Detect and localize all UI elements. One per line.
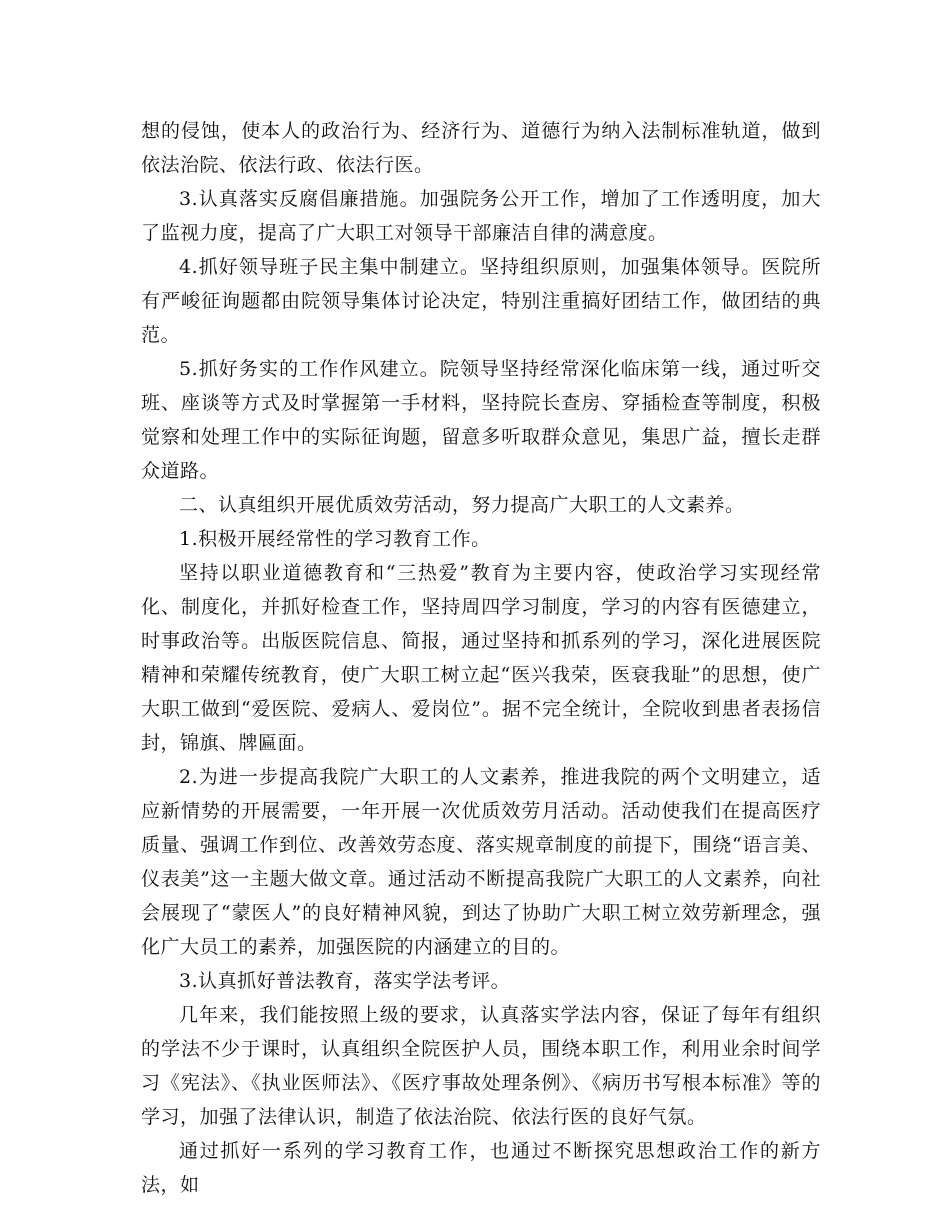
paragraph-subitem-3: 3.认真抓好普法教育，落实学法考评。 bbox=[179, 970, 511, 992]
paragraph-body-final: 通过抓好一系列的学习教育工作，也通过不断探究思想政治工作的新方法，如 bbox=[141, 1140, 821, 1196]
paragraph-body-1: 坚持以职业道德教育和“三热爱”教育为主要内容，使政治学习实现经常化、制度化，并抓好检查工作，坚持周四学习制度，学习的内容有医德建立，时事政治等。出版医院信息、简报，通过坚持和抓系列的学习，深化进展医院精神和荣耀传统教育，使广大职工树立起“医兴我荣，医衰我耻”的思想，使广大职工做到“爱医院、爱病人、爱岗位”。据不完全统计，全院收到患者表扬信封，锦旗、牌匾面。 bbox=[141, 562, 821, 754]
body-text bbox=[141, 114, 821, 1202]
section-heading-2: 二、认真组织开展优质效劳活动，努力提高广大职工的人文素养。 bbox=[179, 494, 745, 516]
paragraph-item-5: 5.抓好务实的工作作风建立。院领导坚持经常深化临床第一线，通过听交班、座谈等方式及时掌握第一手材料，坚持院长查房、穿插检查等制度，积极觉察和处理工作中的实际征询题，留意多听取群众意见，集思广益，擅长走群众道路。 bbox=[141, 358, 821, 482]
paragraph-subitem-2: 2.为进一步提高我院广大职工的人文素养，推进我院的两个文明建立，适应新情势的开展需要，一年开展一次优质效劳月活动。活动使我们在提高医疗质量、强调工作到位、改善效劳态度、落实规章制度的前提下，围绕“语言美、仪表美”这一主题大做文章。通过活动不断提高我院广大职工的人文素养，向社会展现了“蒙医人”的良好精神风貌，到达了协助广大职工树立效劳新理念，强化广大员工的素养，加强医院的内涵建立的目的。 bbox=[141, 766, 821, 958]
paragraph-item-4: 4.抓好领导班子民主集中制建立。坚持组织原则，加强集体领导。医院所有严峻征询题都由院领导集体讨论决定，特别注重搞好团结工作，做团结的典范。 bbox=[141, 256, 821, 346]
paragraph-continuation: 想的侵蚀，使本人的政治行为、经济行为、道德行为纳入法制标准轨道，做到依法治院、依法行政、依法行医。 bbox=[141, 120, 821, 176]
paragraph-item-3: 3.认真落实反腐倡廉措施。加强院务公开工作，增加了工作透明度，加大了监视力度，提高了广大职工对领导干部廉洁自律的满意度。 bbox=[141, 188, 821, 244]
paragraph-body-3: 几年来，我们能按照上级的要求，认真落实学法内容，保证了每年有组织的学法不少于课时，认真组织全院医护人员，围绕本职工作，利用业余时间学习《宪法》、《执业医师法》、《医疗事故处理条例》、《病历书写根本标准》等的学习，加强了法律认识，制造了依法治院、依法行医的良好气氛。 bbox=[141, 1004, 821, 1128]
paragraph-subitem-1: 1.积极开展经常性的学习教育工作。 bbox=[179, 528, 491, 550]
